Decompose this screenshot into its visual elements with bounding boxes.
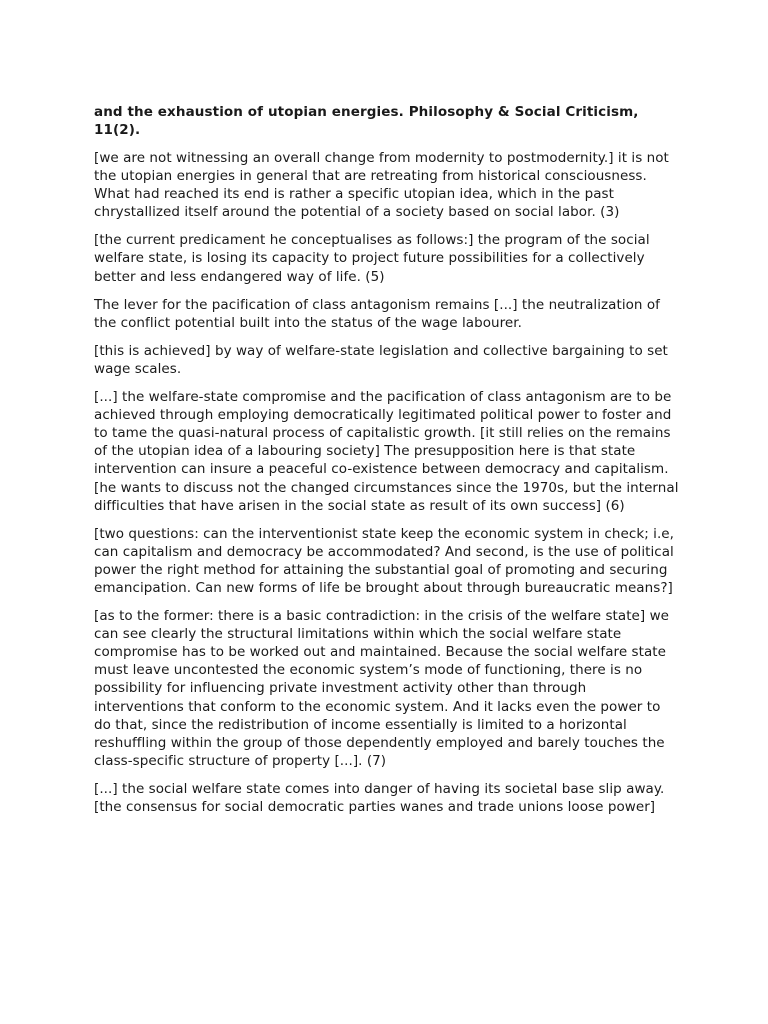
document-heading: and the exhaustion of utopian energies. Philosophy & Social Criticism, 11(2). [94, 104, 639, 138]
paragraph-3: The lever for the pacification of class antagonism remains [...] the neutralization of the conflict potential built into the status of the wage labourer. [94, 296, 660, 331]
paragraph-4: [this is achieved] by way of welfare-state legislation and collective bargaining to set wage scales. [94, 342, 668, 377]
paragraph-2: [the current predicament he conceptualises as follows:] the program of the social welfare state, is losing its capacity to project future possibilities for a collectively better and less endangered way of life. (5) [94, 232, 650, 285]
paragraph-1: [we are not witnessing an overall change from modernity to postmodernity.] it is not the utopian energies in general that are retreating from historical consciousness. What had reached its end is rather a specific utopian idea, which in the past chrystallized itself around the potential of a society based on social labor. (3) [94, 150, 669, 221]
paragraph-5: [...] the welfare-state compromise and the pacification of class antagonism are to be achieved through employing democratically legitimated political power to foster and to tame the quasi-natural process of capitalistic growth. [it still relies on the remains of the utopian idea of a labouring society] The presupposition here is that state intervention can insure a peaceful co-existence between democracy and capitalism. [he wants to discuss not the changed circumstances since the 1970s, but the internal difficulties that have arisen in the social state as result of its own success] (6) [94, 389, 679, 514]
paragraph-7: [as to the former: there is a basic contradiction: in the crisis of the welfare state] we can see clearly the structural limitations within which the social welfare state compromise has to be worked out and maintained. Because the social welfare state must leave uncontested the economic system’s mode of functioning, there is no possibility for influencing private investment activity other than through interventions that conform to the economic system. And it lacks even the power to do that, since the redistribution of income essentially is limited to a horizontal reshuffling within the group of those dependently employed and barely touches the class-specific structure of property [...]. (7) [94, 608, 670, 769]
document-page [94, 103, 679, 826]
paragraph-8: [...] the social welfare state comes into danger of having its societal base slip away. [the consensus for social democratic parties wanes and trade unions loose power] [94, 780, 665, 815]
paragraph-6: [two questions: can the interventionist state keep the economic system in check; i.e, can capitalism and democracy be accommodated? And second, is the use of political power the right method for attaining the substantial goal of promoting and securing emancipation. Can new forms of life be brought about through bureaucratic means?] [94, 525, 674, 596]
